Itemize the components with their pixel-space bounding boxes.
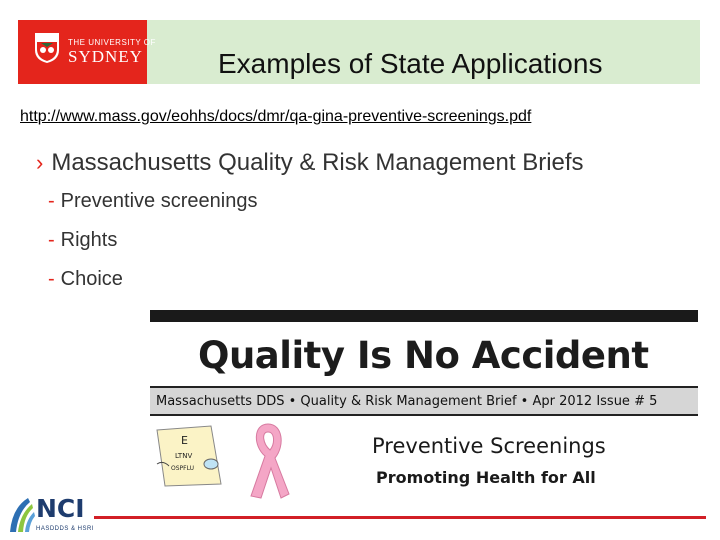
main-bullet <box>36 149 584 177</box>
sub-bullet <box>48 229 117 252</box>
sub-bullet-marker: - <box>48 268 55 290</box>
source-link[interactable]: http://www.mass.gov/eohhs/docs/dmr/qa-gina-preventive-screenings.pdf <box>20 108 532 125</box>
footer-rule <box>94 516 706 519</box>
sub-bullet-text: Rights <box>60 229 118 251</box>
sub-bullet-marker: - <box>48 190 55 212</box>
eye-chart-line-3: OSPFLU <box>171 465 195 472</box>
page-title: Examples of State Applications <box>218 48 603 79</box>
sub-bullet <box>48 268 123 291</box>
eye-chart-icon <box>155 424 227 488</box>
screenings-title: Preventive Screenings <box>372 434 606 458</box>
bullet-marker: › <box>36 150 44 175</box>
logo-small-text: THE UNIVERSITY OF <box>68 38 156 47</box>
nci-logo-text: NCI <box>36 494 85 523</box>
brief-headline: Quality Is No Accident <box>198 334 649 377</box>
sub-bullet-text: Choice <box>60 268 123 290</box>
brief-top-bar <box>150 310 698 322</box>
sub-bullet-text: Preventive screenings <box>60 190 258 212</box>
eye-chart-line-1: E <box>181 434 188 447</box>
eye-chart-line-2: LTNV <box>175 452 193 460</box>
logo-big-text: SYDNEY <box>68 47 143 66</box>
screenings-subtitle: Promoting Health for All <box>376 468 596 487</box>
sub-bullet-marker: - <box>48 229 55 251</box>
main-bullet-text: Massachusetts Quality & Risk Management Briefs <box>51 149 584 176</box>
crest-icon <box>34 32 60 64</box>
sub-bullet <box>48 190 257 213</box>
ribbon-shape <box>251 424 289 498</box>
pink-ribbon-icon <box>245 420 291 500</box>
brief-band-text: Massachusetts DDS • Quality & Risk Management Brief • Apr 2012 Issue # 5 <box>156 394 658 409</box>
nci-logo-subtext: HASDDDS & HSRI <box>36 526 95 532</box>
